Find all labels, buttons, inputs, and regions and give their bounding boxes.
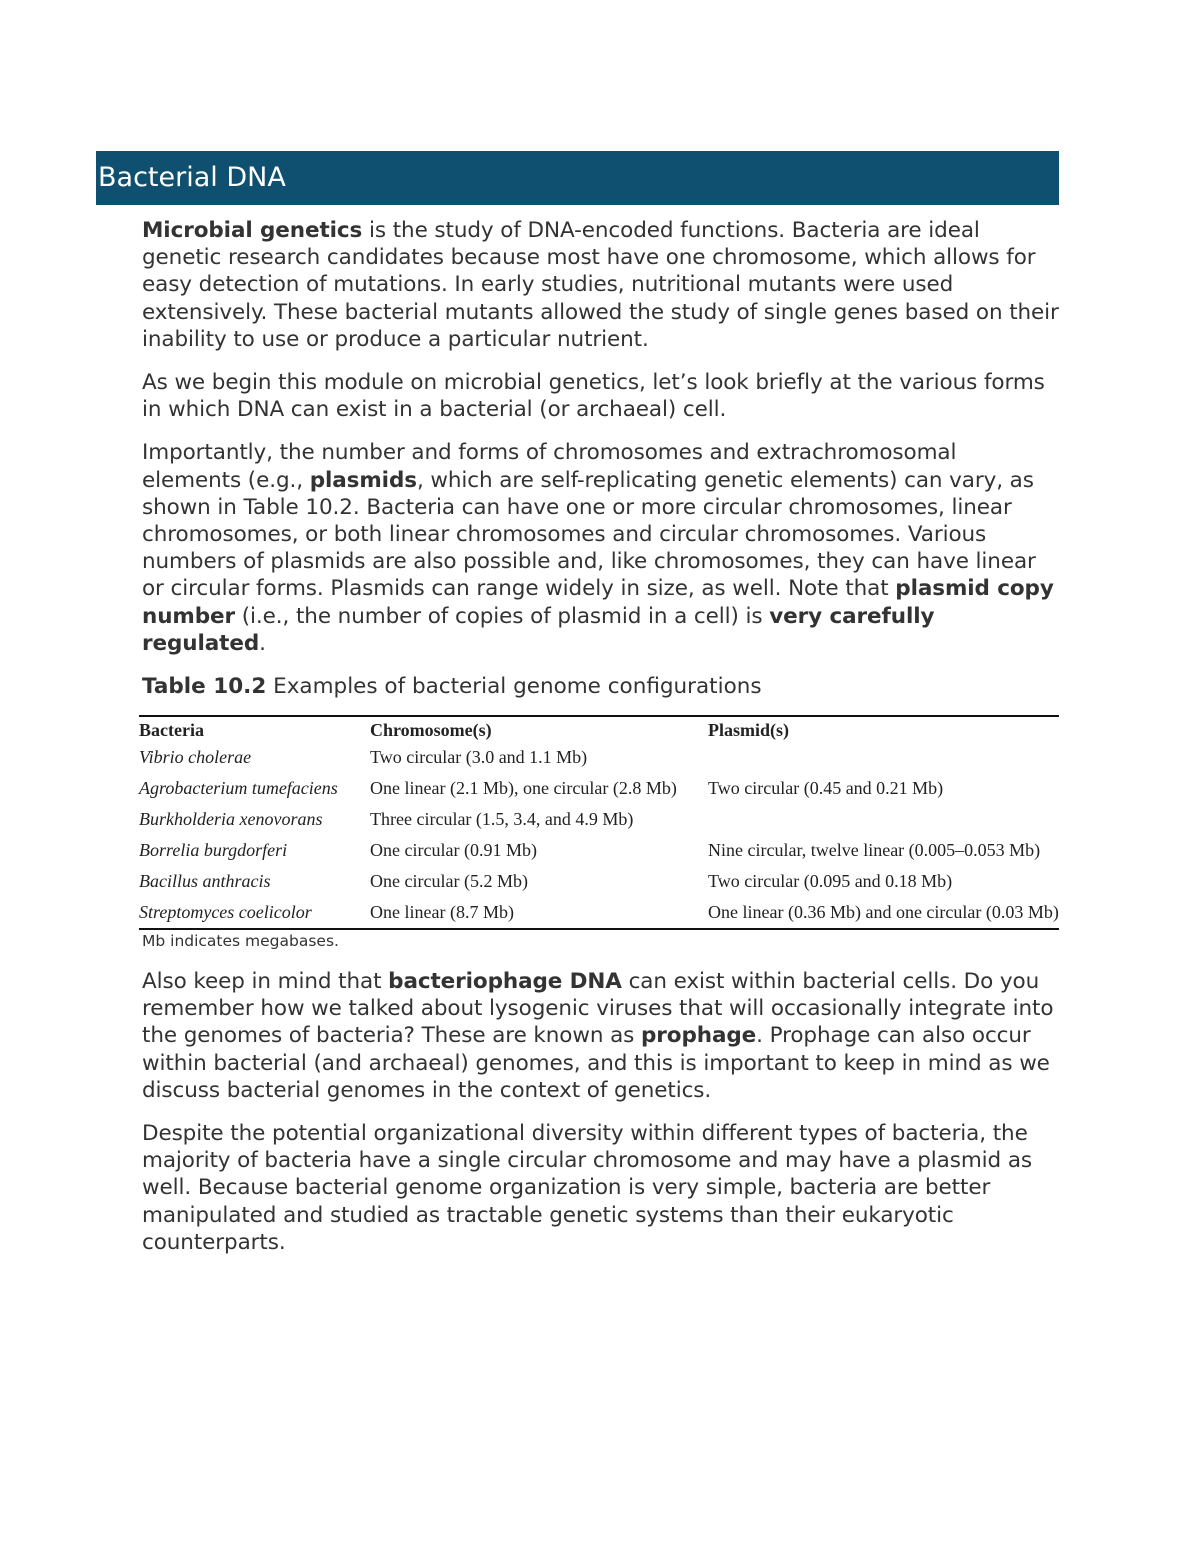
- cell-plasmids: [708, 804, 1059, 835]
- header-bacteria: Bacteria: [139, 720, 204, 741]
- table-row: [139, 835, 1059, 866]
- table-caption: [142, 673, 1062, 701]
- cell-chromosomes: One circular (5.2 Mb): [370, 871, 528, 892]
- cell-chromosomes: One linear (8.7 Mb): [370, 902, 514, 923]
- cell-bacteria: Agrobacterium tumefaciens: [139, 778, 338, 799]
- cell-chromosomes: One linear (2.1 Mb), one circular (2.8 Mb): [370, 778, 677, 799]
- cell-plasmids: One linear (0.36 Mb) and one circular (0.03 Mb): [708, 902, 1059, 923]
- table-row: [139, 742, 1059, 773]
- paragraph-organization: [142, 1120, 1062, 1256]
- cell-plasmids: Two circular (0.095 and 0.18 Mb): [708, 871, 953, 892]
- table-caption-text: Examples of bacterial genome configurations: [266, 674, 762, 700]
- paragraph-text: , which are self-replicating genetic elements) can vary, as shown in Table 10.2. Bacteria can have one or more circular chromosomes, linear chromosomes, or both linear chromosomes and circular chromosomes. Various numbers of plasmids are also possible and, like chromosomes, they can have linear or circular forms. Plasmids can range widely in size, as well. Note that: [142, 467, 1036, 602]
- cell-bacteria: Bacillus anthracis: [139, 871, 271, 892]
- cell-bacteria: Streptomyces coelicolor: [139, 902, 312, 923]
- table-row: [139, 866, 1059, 897]
- table-row: [139, 773, 1059, 804]
- table-header-row: [139, 716, 1059, 742]
- cell-chromosomes: Three circular (1.5, 3.4, and 4.9 Mb): [370, 809, 634, 830]
- paragraph-microbial-genetics: [142, 217, 1062, 353]
- paragraph-prophage: [142, 968, 1062, 1104]
- term-very-carefully-regulated: very carefully regulated: [142, 603, 935, 656]
- term-plasmid-copy-number: plasmid copy number: [142, 576, 1054, 629]
- paragraph-text: .: [259, 630, 266, 656]
- term-plasmids: plasmids: [309, 467, 417, 493]
- term-bacteriophage-dna: bacteriophage DNA: [388, 969, 622, 995]
- section-title: Bacterial DNA: [98, 162, 286, 193]
- paragraph-text: is the study of DNA-encoded functions. Bacteria are ideal genetic research candidates because most have one chromosome, which allows for easy detection of mutations. In early studies, nutritional mutants were used extensively. These bacterial mutants allowed the study of single genes based on their inability to use or produce a particular nutrient.: [142, 218, 1059, 352]
- paragraph-plasmids: [142, 439, 1062, 657]
- term-microbial-genetics: Microbial genetics: [142, 218, 363, 243]
- paragraph-text: . Prophage can also occur within bacterial (and archaeal) genomes, and this is important to keep in mind as we discuss bacterial genomes in the context of genetics.: [142, 1023, 1050, 1103]
- cell-bacteria: Vibrio cholerae: [139, 747, 252, 768]
- document-body: [139, 217, 1062, 1272]
- paragraph-text: Also keep in mind that: [142, 969, 389, 995]
- paragraph-text: As we begin this module on microbial genetics, let’s look briefly at the various forms in which DNA can exist in a bacterial (or archaeal) cell.: [142, 370, 1045, 423]
- cell-plasmids: Two circular (0.45 and 0.21 Mb): [708, 778, 944, 799]
- header-chromosomes: Chromosome(s): [370, 720, 492, 741]
- cell-bacteria: Borrelia burgdorferi: [139, 840, 288, 861]
- cell-plasmids: Nine circular, twelve linear (0.005–0.053 Mb): [708, 840, 1041, 861]
- table-note: Mb indicates megabases.: [142, 932, 339, 951]
- paragraph-text: Importantly, the number and forms of chromosomes and extrachromosomal elements (e.g.,: [142, 440, 957, 493]
- paragraph-text: Despite the potential organizational diversity within different types of bacteria, the majority of bacteria have a single circular chromosome and may have a plasmid as well. Because bacterial genome organization is very simple, bacteria are better manipulated and studied as tractable genetic systems than their eukaryotic counterparts.: [142, 1121, 1032, 1255]
- table-row: [139, 804, 1059, 835]
- cell-chromosomes: Two circular (3.0 and 1.1 Mb): [370, 747, 588, 768]
- paragraph-text: (i.e., the number of copies of plasmid in a cell) is: [235, 603, 770, 629]
- term-prophage: prophage: [641, 1023, 757, 1049]
- header-plasmids: Plasmid(s): [708, 720, 789, 741]
- cell-plasmids: [708, 742, 1059, 773]
- table-caption-label: Table 10.2: [142, 674, 267, 700]
- cell-chromosomes: One circular (0.91 Mb): [370, 840, 537, 861]
- paragraph-text: can exist within bacterial cells. Do you remember how we talked about lysogenic viruses that will occasionally integrate into the genomes of bacteria? These are known as: [142, 969, 1054, 1049]
- table-row: [139, 897, 1059, 929]
- cell-bacteria: Burkholderia xenovorans: [139, 809, 323, 830]
- genome-configurations-table: [139, 715, 1059, 930]
- paragraph-dna-forms: [142, 369, 1062, 423]
- section-banner: [96, 151, 1059, 205]
